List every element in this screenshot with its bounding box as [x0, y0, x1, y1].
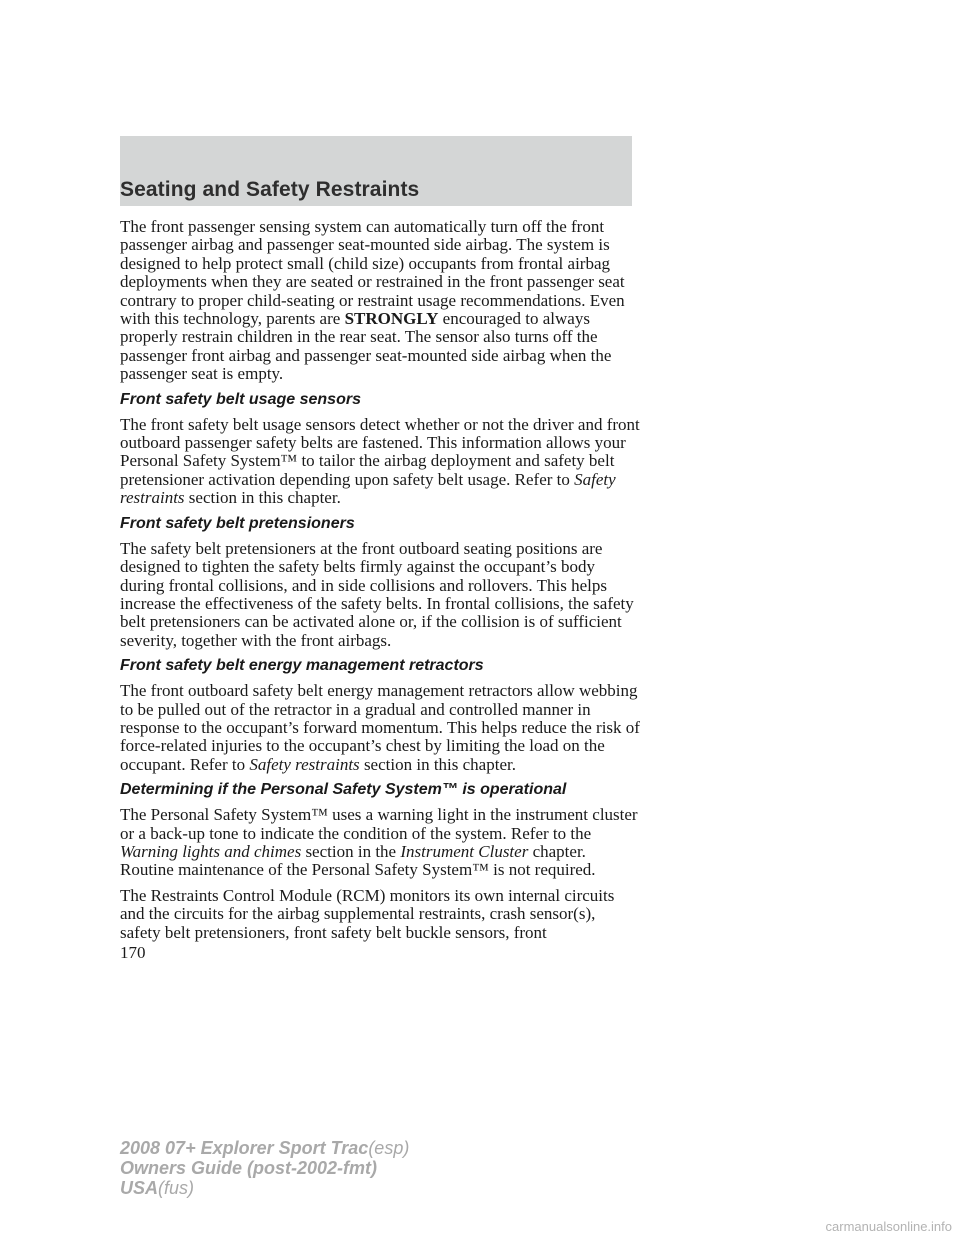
cross-reference: Safety restraints: [249, 754, 360, 774]
footer-line-2: Owners Guide (post-2002-fmt): [120, 1158, 378, 1178]
heading-operational: Determining if the Personal Safety System™ is operational: [120, 781, 567, 799]
cross-reference: Warning lights and chimes: [120, 841, 302, 861]
paragraph-passenger-sensing: The front passenger sensing system can automatically turn off the front passenger airbag and passenger seat-mounted side airbag. The system is designed to help protect small (child size) occupants from frontal airbag deployments when they are seated or restrained in the front passenger seat contrary to proper child-seating or restraint usage recommendations. Even with this technology, parents are STRONGLY encouraged to always properly restrain children in the rear seat. The sensor also turns off the passenger front airbag and passenger seat-mounted side airbag when the passenger seat is empty.: [120, 217, 625, 384]
paragraph-operational: The Personal Safety System™ uses a warning light in the instrument cluster or a back-up tone to indicate the condition of the system. Refer to the Warning lights and chimes section in the Instrument Cluster chapter. Routine maintenance of the Personal Safety System™ is not required.: [120, 805, 638, 880]
watermark: carmanualsonline.info: [825, 1219, 952, 1234]
page-number: 170: [120, 943, 146, 962]
footer: [120, 1138, 409, 1198]
paragraph-usage-sensors: The front safety belt usage sensors detect whether or not the driver and front outboard passenger safety belts are fastened. This information allows your Personal Safety System™ to tailor the airbag deployment and safety belt pretensioner activation depending upon safety belt usage. Refer to Safety restraints section in this chapter.: [120, 414, 640, 508]
paragraph-pretensioners: The safety belt pretensioners at the front outboard seating positions are designed to tighten the safety belts firmly against the occupant’s body during frontal collisions, and in side collisions and rollovers. This helps increase the effectiveness of the safety belts. In frontal collisions, the safety belt pretensioners can be activated alone or, if the collision is of sufficient severity, together with the front airbags.: [120, 538, 634, 650]
cross-reference: Instrument Cluster: [400, 841, 529, 861]
footer-line-1: 2008 07+ Explorer Sport Trac(esp): [120, 1138, 410, 1158]
section-title: Seating and Safety Restraints: [120, 178, 420, 201]
paragraph-rcm: The Restraints Control Module (RCM) monitors its own internal circuits and the circuits for the airbag supplemental restraints, crash sensor(s), safety belt pretensioners, front safety belt buckle sensors, front: [120, 885, 615, 942]
heading-pretensioners: Front safety belt pretensioners: [120, 514, 355, 532]
footer-line-3: USA(fus): [120, 1178, 195, 1198]
emphasis-strongly: STRONGLY: [344, 309, 439, 329]
heading-usage-sensors: Front safety belt usage sensors: [120, 390, 361, 408]
paragraph-retractors: The front outboard safety belt energy management retractors allow webbing to be pulled out of the retractor in a gradual and controlled manner in response to the occupant’s forward momentum. This helps reduce the risk of force-related injuries to the occupant’s chest by limiting the load on the occupant. Refer to Safety restraints section in this chapter.: [120, 681, 640, 774]
heading-retractors: Front safety belt energy management retractors: [120, 657, 484, 675]
page-content: [120, 218, 640, 949]
cross-reference: Safety restraints: [120, 469, 616, 508]
